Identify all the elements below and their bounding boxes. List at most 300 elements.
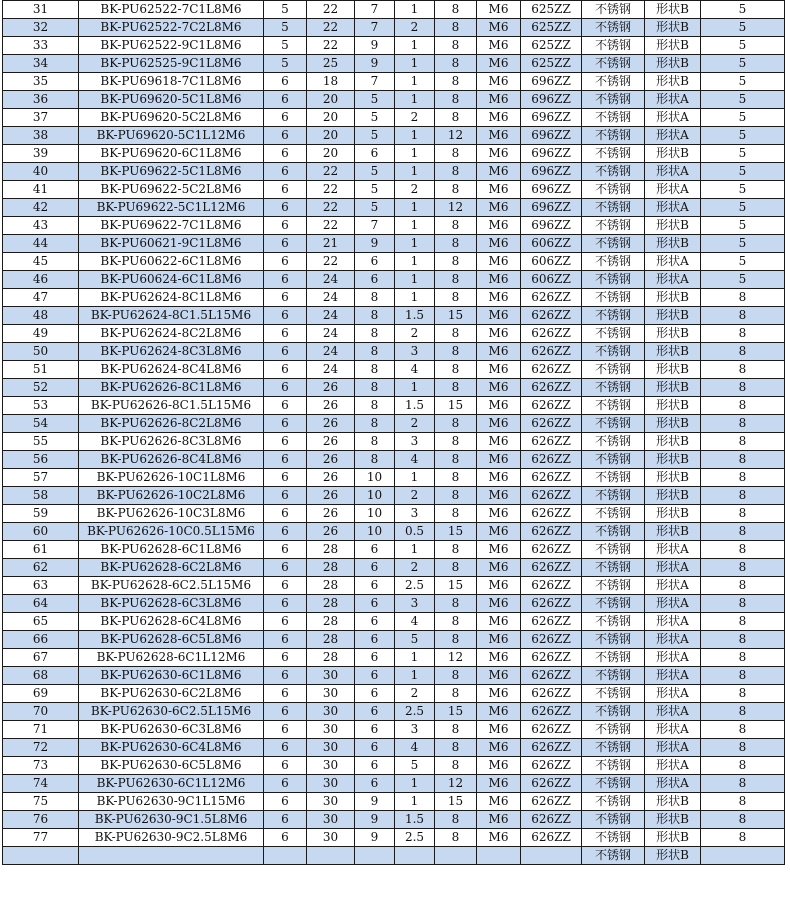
width-cell: 6	[355, 271, 395, 289]
quantity-cell: 8	[701, 379, 785, 397]
quantity-cell: 8	[701, 541, 785, 559]
width-cell: 9	[355, 37, 395, 55]
table-row	[3, 289, 785, 307]
shape-type-cell: 形状B	[645, 307, 701, 325]
chamfer-cell: 1	[395, 235, 435, 253]
inner-diameter-cell: 6	[264, 811, 307, 829]
thread-size-cell: M6	[477, 505, 521, 523]
bearing-code-cell: 626ZZ	[521, 829, 582, 847]
table-row	[3, 487, 785, 505]
thread-size-cell: M6	[477, 307, 521, 325]
model-number-cell: BK-PU62624-8C2L8M6	[79, 325, 264, 343]
table-row	[3, 127, 785, 145]
bearing-code-cell: 626ZZ	[521, 289, 582, 307]
shape-type-cell: 形状B	[645, 505, 701, 523]
model-number-cell: BK-PU62626-8C4L8M6	[79, 451, 264, 469]
inner-diameter-cell: 6	[264, 451, 307, 469]
quantity-cell: 8	[701, 685, 785, 703]
model-number-cell: BK-PU62626-8C1.5L15M6	[79, 397, 264, 415]
row-number-cell: 74	[3, 775, 79, 793]
quantity-cell: 8	[701, 487, 785, 505]
material-cell: 不锈钢	[582, 433, 645, 451]
outer-diameter-cell: 25	[307, 55, 355, 73]
quantity-cell: 8	[701, 595, 785, 613]
shape-type-cell: 形状B	[645, 73, 701, 91]
shape-type-cell: 形状A	[645, 703, 701, 721]
bearing-code-cell: 626ZZ	[521, 703, 582, 721]
outer-diameter-cell: 26	[307, 451, 355, 469]
length-cell: 8	[435, 145, 477, 163]
outer-diameter-cell: 22	[307, 163, 355, 181]
shape-type-cell: 形状B	[645, 415, 701, 433]
bearing-code-cell: 626ZZ	[521, 541, 582, 559]
length-cell: 8	[435, 289, 477, 307]
material-cell: 不锈钢	[582, 109, 645, 127]
model-number-cell: BK-PU62626-8C1L8M6	[79, 379, 264, 397]
row-number-cell: 47	[3, 289, 79, 307]
length-cell: 8	[435, 163, 477, 181]
outer-diameter-cell: 30	[307, 757, 355, 775]
model-number-cell: BK-PU62626-10C0.5L15M6	[79, 523, 264, 541]
length-cell: 8	[435, 667, 477, 685]
thread-size-cell: M6	[477, 325, 521, 343]
inner-diameter-cell: 6	[264, 685, 307, 703]
thread-size-cell: M6	[477, 289, 521, 307]
table-row	[3, 271, 785, 289]
inner-diameter-cell: 6	[264, 361, 307, 379]
length-cell: 12	[435, 649, 477, 667]
table-row	[3, 1, 785, 19]
length-cell: 15	[435, 307, 477, 325]
length-cell: 8	[435, 181, 477, 199]
chamfer-cell: 2	[395, 325, 435, 343]
quantity-cell: 5	[701, 55, 785, 73]
shape-type-cell: 形状A	[645, 595, 701, 613]
shape-type-cell: 形状A	[645, 541, 701, 559]
chamfer-cell: 2	[395, 559, 435, 577]
inner-diameter-cell: 6	[264, 487, 307, 505]
row-number-cell: 32	[3, 19, 79, 37]
table-row	[3, 577, 785, 595]
length-cell: 15	[435, 523, 477, 541]
width-cell: 6	[355, 631, 395, 649]
row-number-cell: 61	[3, 541, 79, 559]
length-cell: 8	[435, 73, 477, 91]
bearing-code-cell: 696ZZ	[521, 145, 582, 163]
length-cell: 8	[435, 55, 477, 73]
thread-size-cell: M6	[477, 199, 521, 217]
chamfer-cell: 1	[395, 199, 435, 217]
width-cell: 9	[355, 811, 395, 829]
shape-type-cell: 形状B	[645, 469, 701, 487]
bearing-code-cell: 625ZZ	[521, 19, 582, 37]
width-cell: 6	[355, 775, 395, 793]
row-number-cell: 33	[3, 37, 79, 55]
row-number-cell: 51	[3, 361, 79, 379]
length-cell: 8	[435, 37, 477, 55]
inner-diameter-cell: 6	[264, 235, 307, 253]
model-number-cell: BK-PU69620-5C2L8M6	[79, 109, 264, 127]
quantity-cell: 8	[701, 613, 785, 631]
thread-size-cell: M6	[477, 703, 521, 721]
thread-size-cell: M6	[477, 37, 521, 55]
chamfer-cell: 1	[395, 127, 435, 145]
model-number-cell	[79, 847, 264, 865]
shape-type-cell: 形状A	[645, 91, 701, 109]
inner-diameter-cell: 6	[264, 253, 307, 271]
model-number-cell: BK-PU62630-9C1.5L8M6	[79, 811, 264, 829]
width-cell: 5	[355, 181, 395, 199]
model-number-cell: BK-PU62628-6C5L8M6	[79, 631, 264, 649]
bearing-code-cell: 626ZZ	[521, 667, 582, 685]
chamfer-cell: 1	[395, 541, 435, 559]
table-row	[3, 145, 785, 163]
length-cell: 12	[435, 775, 477, 793]
quantity-cell: 8	[701, 559, 785, 577]
thread-size-cell: M6	[477, 127, 521, 145]
chamfer-cell: 0.5	[395, 523, 435, 541]
thread-size-cell: M6	[477, 379, 521, 397]
width-cell: 9	[355, 829, 395, 847]
width-cell: 10	[355, 505, 395, 523]
width-cell: 10	[355, 523, 395, 541]
chamfer-cell: 1	[395, 649, 435, 667]
material-cell: 不锈钢	[582, 1, 645, 19]
outer-diameter-cell: 22	[307, 217, 355, 235]
table-row	[3, 379, 785, 397]
row-number-cell: 62	[3, 559, 79, 577]
parts-table	[2, 0, 785, 865]
model-number-cell: BK-PU69620-6C1L8M6	[79, 145, 264, 163]
outer-diameter-cell: 26	[307, 379, 355, 397]
outer-diameter-cell: 24	[307, 361, 355, 379]
material-cell: 不锈钢	[582, 775, 645, 793]
material-cell: 不锈钢	[582, 469, 645, 487]
outer-diameter-cell: 21	[307, 235, 355, 253]
length-cell: 8	[435, 487, 477, 505]
row-number-cell: 52	[3, 379, 79, 397]
inner-diameter-cell: 6	[264, 523, 307, 541]
table-row	[3, 451, 785, 469]
width-cell: 6	[355, 613, 395, 631]
bearing-code-cell: 626ZZ	[521, 739, 582, 757]
row-number-cell: 76	[3, 811, 79, 829]
width-cell: 7	[355, 73, 395, 91]
chamfer-cell: 1	[395, 271, 435, 289]
table-row	[3, 307, 785, 325]
row-number-cell: 37	[3, 109, 79, 127]
outer-diameter-cell: 28	[307, 613, 355, 631]
row-number-cell: 69	[3, 685, 79, 703]
material-cell: 不锈钢	[582, 613, 645, 631]
outer-diameter-cell: 18	[307, 73, 355, 91]
inner-diameter-cell: 6	[264, 667, 307, 685]
quantity-cell: 8	[701, 667, 785, 685]
table-row	[3, 523, 785, 541]
table-row	[3, 415, 785, 433]
chamfer-cell: 1	[395, 289, 435, 307]
bearing-code-cell: 626ZZ	[521, 433, 582, 451]
outer-diameter-cell: 28	[307, 577, 355, 595]
inner-diameter-cell: 6	[264, 343, 307, 361]
length-cell: 8	[435, 253, 477, 271]
quantity-cell: 5	[701, 253, 785, 271]
quantity-cell: 8	[701, 361, 785, 379]
bearing-code-cell: 625ZZ	[521, 37, 582, 55]
bearing-code-cell: 606ZZ	[521, 253, 582, 271]
thread-size-cell: M6	[477, 397, 521, 415]
length-cell: 8	[435, 217, 477, 235]
width-cell: 9	[355, 235, 395, 253]
shape-type-cell: 形状A	[645, 613, 701, 631]
outer-diameter-cell: 22	[307, 199, 355, 217]
bearing-code-cell: 626ZZ	[521, 613, 582, 631]
inner-diameter-cell: 6	[264, 217, 307, 235]
thread-size-cell: M6	[477, 235, 521, 253]
outer-diameter-cell: 30	[307, 667, 355, 685]
quantity-cell: 8	[701, 433, 785, 451]
width-cell: 6	[355, 685, 395, 703]
quantity-cell: 5	[701, 235, 785, 253]
chamfer-cell: 3	[395, 721, 435, 739]
table-row	[3, 217, 785, 235]
bearing-code-cell: 626ZZ	[521, 631, 582, 649]
bearing-code-cell	[521, 847, 582, 865]
table-row	[3, 541, 785, 559]
length-cell: 8	[435, 325, 477, 343]
bearing-code-cell: 626ZZ	[521, 415, 582, 433]
width-cell: 8	[355, 451, 395, 469]
width-cell: 7	[355, 217, 395, 235]
outer-diameter-cell: 24	[307, 289, 355, 307]
table-row	[3, 109, 785, 127]
inner-diameter-cell: 6	[264, 739, 307, 757]
inner-diameter-cell: 6	[264, 433, 307, 451]
chamfer-cell: 1	[395, 793, 435, 811]
material-cell: 不锈钢	[582, 397, 645, 415]
quantity-cell: 8	[701, 649, 785, 667]
row-number-cell: 55	[3, 433, 79, 451]
quantity-cell: 5	[701, 271, 785, 289]
table-row	[3, 73, 785, 91]
material-cell: 不锈钢	[582, 271, 645, 289]
outer-diameter-cell: 30	[307, 685, 355, 703]
shape-type-cell: 形状B	[645, 217, 701, 235]
table-row	[3, 361, 785, 379]
outer-diameter-cell: 30	[307, 793, 355, 811]
thread-size-cell: M6	[477, 631, 521, 649]
chamfer-cell: 1	[395, 667, 435, 685]
row-number-cell: 77	[3, 829, 79, 847]
width-cell: 8	[355, 343, 395, 361]
chamfer-cell: 2	[395, 181, 435, 199]
row-number-cell: 67	[3, 649, 79, 667]
row-number-cell: 72	[3, 739, 79, 757]
length-cell: 15	[435, 703, 477, 721]
width-cell: 8	[355, 307, 395, 325]
material-cell: 不锈钢	[582, 343, 645, 361]
width-cell: 6	[355, 667, 395, 685]
row-number-cell: 63	[3, 577, 79, 595]
bearing-code-cell: 696ZZ	[521, 91, 582, 109]
outer-diameter-cell: 30	[307, 775, 355, 793]
thread-size-cell: M6	[477, 577, 521, 595]
length-cell: 8	[435, 91, 477, 109]
quantity-cell: 5	[701, 73, 785, 91]
quantity-cell: 5	[701, 109, 785, 127]
bearing-code-cell: 696ZZ	[521, 109, 582, 127]
material-cell: 不锈钢	[582, 757, 645, 775]
outer-diameter-cell: 30	[307, 829, 355, 847]
quantity-cell: 8	[701, 343, 785, 361]
quantity-cell: 5	[701, 1, 785, 19]
bearing-code-cell: 626ZZ	[521, 721, 582, 739]
outer-diameter-cell: 28	[307, 541, 355, 559]
table-row	[3, 163, 785, 181]
thread-size-cell: M6	[477, 19, 521, 37]
shape-type-cell: 形状A	[645, 667, 701, 685]
material-cell: 不锈钢	[582, 811, 645, 829]
quantity-cell: 8	[701, 415, 785, 433]
chamfer-cell: 1	[395, 37, 435, 55]
material-cell: 不锈钢	[582, 181, 645, 199]
chamfer-cell: 1	[395, 163, 435, 181]
quantity-cell: 5	[701, 163, 785, 181]
row-number-cell: 42	[3, 199, 79, 217]
model-number-cell: BK-PU69622-5C1L8M6	[79, 163, 264, 181]
thread-size-cell: M6	[477, 415, 521, 433]
chamfer-cell: 1.5	[395, 811, 435, 829]
width-cell	[355, 847, 395, 865]
table-row	[3, 613, 785, 631]
length-cell: 8	[435, 469, 477, 487]
row-number-cell: 44	[3, 235, 79, 253]
row-number-cell: 34	[3, 55, 79, 73]
chamfer-cell: 2.5	[395, 703, 435, 721]
table-row	[3, 559, 785, 577]
model-number-cell: BK-PU62630-6C1L8M6	[79, 667, 264, 685]
model-number-cell: BK-PU62628-6C4L8M6	[79, 613, 264, 631]
width-cell: 5	[355, 109, 395, 127]
table-row	[3, 433, 785, 451]
thread-size-cell: M6	[477, 595, 521, 613]
quantity-cell: 5	[701, 37, 785, 55]
thread-size-cell: M6	[477, 145, 521, 163]
length-cell: 8	[435, 451, 477, 469]
inner-diameter-cell: 6	[264, 703, 307, 721]
inner-diameter-cell: 6	[264, 379, 307, 397]
bearing-code-cell: 626ZZ	[521, 451, 582, 469]
length-cell: 8	[435, 541, 477, 559]
inner-diameter-cell: 6	[264, 307, 307, 325]
chamfer-cell: 1	[395, 253, 435, 271]
outer-diameter-cell: 22	[307, 19, 355, 37]
thread-size-cell: M6	[477, 55, 521, 73]
inner-diameter-cell: 6	[264, 559, 307, 577]
thread-size-cell: M6	[477, 793, 521, 811]
row-number-cell: 71	[3, 721, 79, 739]
thread-size-cell: M6	[477, 649, 521, 667]
row-number-cell: 31	[3, 1, 79, 19]
model-number-cell: BK-PU62630-6C4L8M6	[79, 739, 264, 757]
length-cell: 8	[435, 559, 477, 577]
table-row	[3, 595, 785, 613]
inner-diameter-cell: 6	[264, 631, 307, 649]
outer-diameter-cell: 24	[307, 307, 355, 325]
row-number-cell: 41	[3, 181, 79, 199]
shape-type-cell: 形状A	[645, 685, 701, 703]
shape-type-cell: 形状B	[645, 361, 701, 379]
row-number-cell: 75	[3, 793, 79, 811]
model-number-cell: BK-PU69620-5C1L12M6	[79, 127, 264, 145]
width-cell: 6	[355, 649, 395, 667]
row-number-cell: 68	[3, 667, 79, 685]
table-row	[3, 703, 785, 721]
outer-diameter-cell: 30	[307, 721, 355, 739]
row-number-cell: 58	[3, 487, 79, 505]
length-cell: 8	[435, 613, 477, 631]
width-cell: 6	[355, 253, 395, 271]
thread-size-cell: M6	[477, 541, 521, 559]
width-cell: 7	[355, 19, 395, 37]
table-row	[3, 829, 785, 847]
thread-size-cell: M6	[477, 217, 521, 235]
shape-type-cell: 形状B	[645, 37, 701, 55]
quantity-cell: 8	[701, 505, 785, 523]
material-cell: 不锈钢	[582, 487, 645, 505]
model-number-cell: BK-PU62626-10C1L8M6	[79, 469, 264, 487]
length-cell	[435, 847, 477, 865]
material-cell: 不锈钢	[582, 217, 645, 235]
inner-diameter-cell: 6	[264, 829, 307, 847]
table-row	[3, 325, 785, 343]
bearing-code-cell: 626ZZ	[521, 379, 582, 397]
material-cell: 不锈钢	[582, 163, 645, 181]
chamfer-cell: 4	[395, 613, 435, 631]
width-cell: 8	[355, 415, 395, 433]
thread-size-cell: M6	[477, 487, 521, 505]
thread-size-cell: M6	[477, 91, 521, 109]
material-cell: 不锈钢	[582, 37, 645, 55]
outer-diameter-cell: 28	[307, 559, 355, 577]
length-cell: 8	[435, 19, 477, 37]
quantity-cell: 5	[701, 181, 785, 199]
model-number-cell: BK-PU62630-9C2.5L8M6	[79, 829, 264, 847]
shape-type-cell: 形状A	[645, 757, 701, 775]
model-number-cell: BK-PU62525-9C1L8M6	[79, 55, 264, 73]
table-row	[3, 199, 785, 217]
thread-size-cell: M6	[477, 361, 521, 379]
model-number-cell: BK-PU62522-7C2L8M6	[79, 19, 264, 37]
length-cell: 8	[435, 739, 477, 757]
model-number-cell: BK-PU62522-7C1L8M6	[79, 1, 264, 19]
outer-diameter-cell: 24	[307, 271, 355, 289]
inner-diameter-cell: 6	[264, 163, 307, 181]
shape-type-cell: 形状B	[645, 433, 701, 451]
model-number-cell: BK-PU62630-6C5L8M6	[79, 757, 264, 775]
model-number-cell: BK-PU62624-8C3L8M6	[79, 343, 264, 361]
inner-diameter-cell: 6	[264, 577, 307, 595]
width-cell: 5	[355, 127, 395, 145]
width-cell: 6	[355, 559, 395, 577]
width-cell: 6	[355, 721, 395, 739]
inner-diameter-cell: 6	[264, 397, 307, 415]
material-cell: 不锈钢	[582, 577, 645, 595]
width-cell: 7	[355, 1, 395, 19]
quantity-cell: 8	[701, 631, 785, 649]
quantity-cell: 5	[701, 91, 785, 109]
row-number-cell: 70	[3, 703, 79, 721]
